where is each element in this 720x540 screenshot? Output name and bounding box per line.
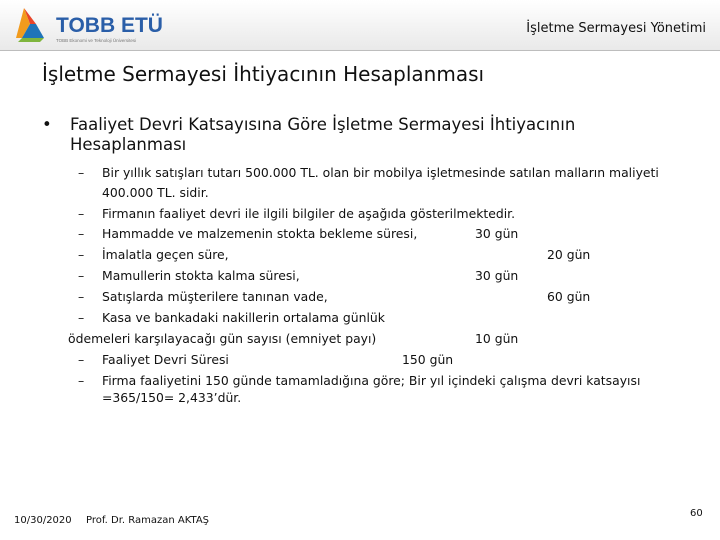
bullet-text	[70, 115, 690, 155]
footer-author: Prof. Dr. Ramazan AKTAŞ	[86, 515, 210, 526]
item-value: 60 gün	[547, 289, 591, 304]
item-text-line1: Bir yıllık satışları tutarı 500.000 TL. olan bir mobilya işletmesinde satılan malların maliyeti	[102, 165, 659, 180]
item-value: 10 gün	[475, 331, 519, 346]
item-value: 30 gün	[475, 268, 519, 283]
bullet-text-line1: Faaliyet Devri Katsayısına Göre İşletme Sermayesi İhtiyacının	[70, 115, 576, 134]
bullet-marker: •	[42, 115, 52, 134]
dash-marker: –	[78, 268, 85, 283]
dash-marker: –	[78, 289, 85, 304]
logo-text: TOBB ETÜ	[56, 14, 163, 37]
item-text: Mamullerin stokta kalma süresi,	[102, 268, 300, 283]
list-item-cash-cont	[68, 331, 519, 346]
item-text: Firmanın faaliyet devri ile ilgili bilgiler de aşağıda gösterilmektedir.	[102, 206, 516, 221]
item-text-line2: =365/150= 2,433’dür.	[102, 390, 242, 405]
tobb-etu-logo	[10, 4, 180, 46]
dash-marker: –	[78, 310, 85, 325]
slide-title: İşletme Sermayesi İhtiyacının Hesaplanması	[42, 62, 485, 86]
item-text-line2: 400.000 TL. sidir.	[102, 185, 209, 200]
logo-subtitle: TOBB Ekonomi ve Teknoloji Üniversitesi	[56, 38, 137, 43]
dash-marker: –	[78, 373, 85, 388]
item-text: Satışlarda müşterilere tanınan vade,	[102, 289, 328, 304]
item-text: İmalatla geçen süre,	[102, 247, 229, 262]
dash-marker: –	[78, 165, 85, 180]
dash-marker: –	[78, 226, 85, 241]
footer-date: 10/30/2020	[14, 515, 72, 526]
logo-mark-green	[18, 38, 44, 42]
item-text-line2: ödemeleri karşılayacağı gün sayısı (emniyet payı)	[68, 331, 377, 346]
dash-marker: –	[78, 206, 85, 221]
dash-marker: –	[78, 247, 85, 262]
dash-marker: –	[78, 352, 85, 367]
item-text-line1: Firma faaliyetini 150 günde tamamladığına göre; Bir yıl içindeki çalışma devri katsayısı	[102, 373, 641, 388]
bullet-text-line2: Hesaplanması	[70, 135, 187, 154]
item-value: 150 gün	[402, 352, 454, 367]
item-text-line1: Kasa ve bankadaki nakillerin ortalama günlük	[102, 310, 385, 325]
item-text: Hammadde ve malzemenin stokta bekleme süresi,	[102, 226, 418, 241]
item-text: Faaliyet Devri Süresi	[102, 352, 229, 367]
header-bar	[0, 0, 720, 51]
page-number: 60	[690, 508, 703, 519]
header-title: İşletme Sermayesi Yönetimi	[526, 21, 706, 36]
item-value: 30 gün	[475, 226, 519, 241]
item-value: 20 gün	[547, 247, 591, 262]
